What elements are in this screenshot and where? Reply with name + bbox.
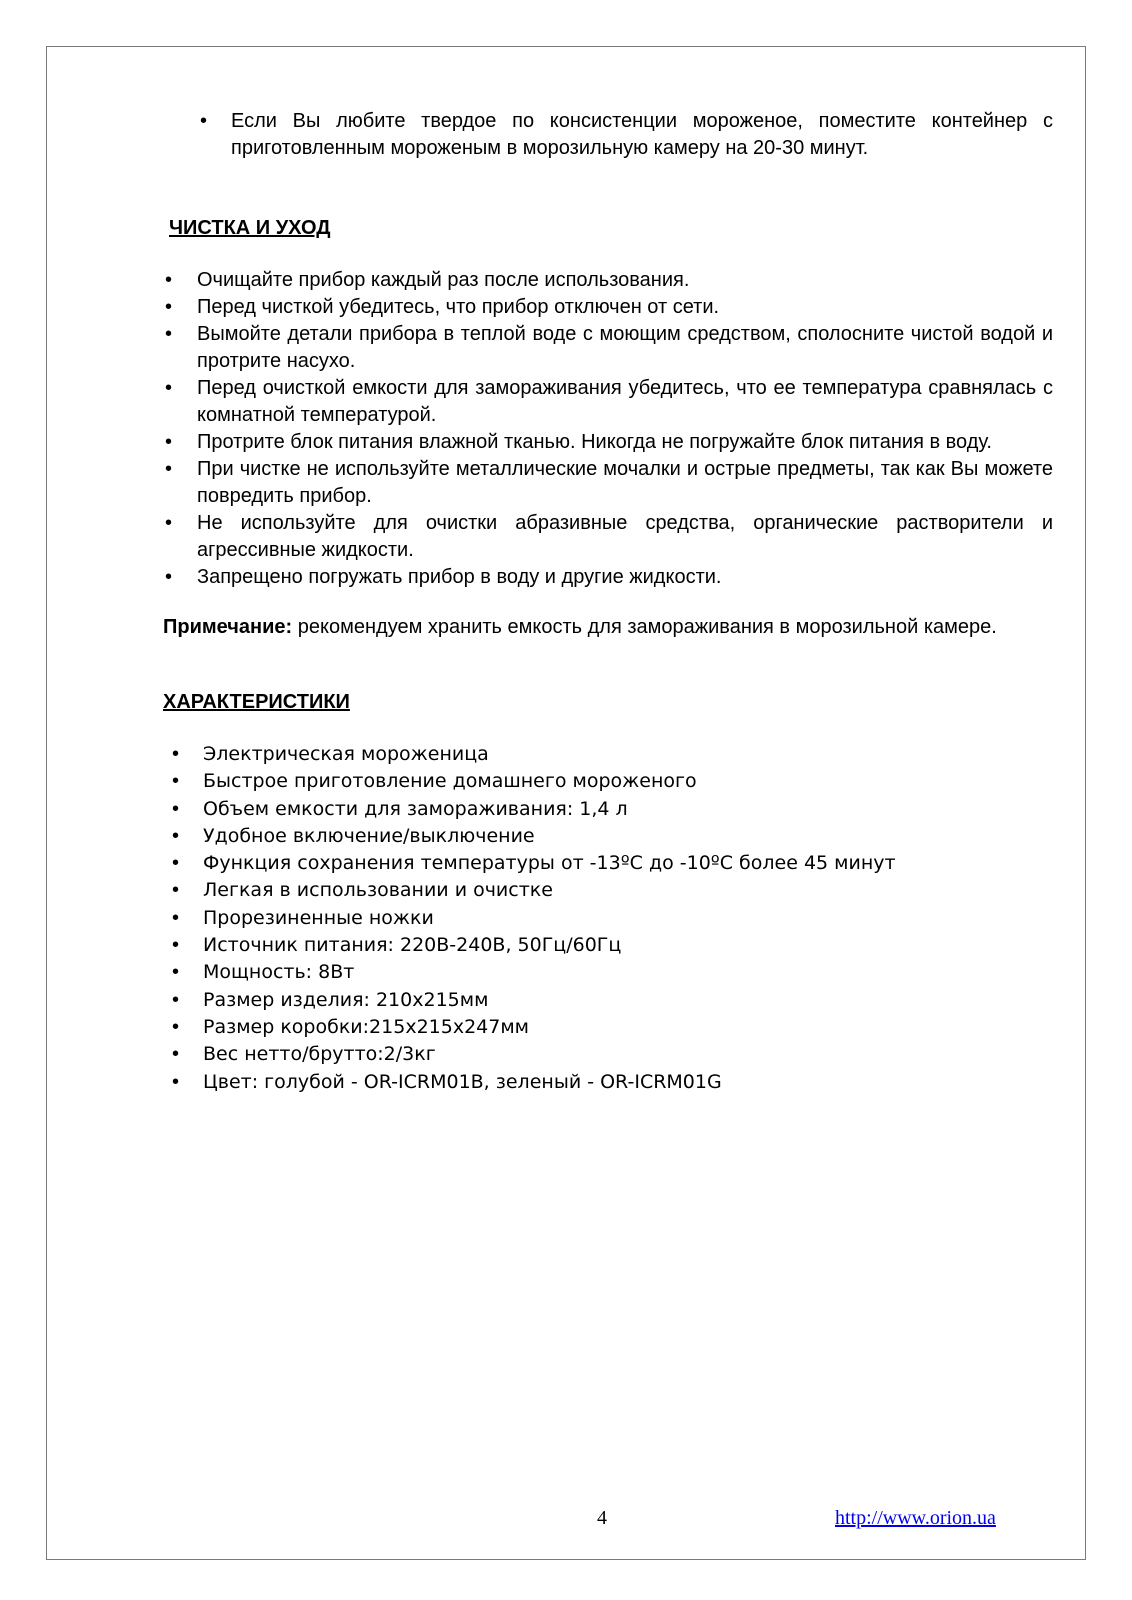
bullet-icon: • — [172, 797, 180, 820]
list-item — [163, 1041, 1053, 1068]
list-item-text: Мощность: 8Вт — [203, 961, 355, 984]
list-item-text: Если Вы любите твердое по консистенции мороженое, поместите контейнер с приготовленным мороженым в морозильную камеру на 20-30 минут. — [231, 110, 1053, 159]
intro-list — [200, 108, 1053, 162]
list-item — [163, 564, 1053, 591]
list-item-text: Размер изделия: 210х215мм — [203, 988, 489, 1011]
bullet-icon: • — [172, 906, 180, 929]
list-item — [163, 429, 1053, 456]
list-item-text: Запрещено погружать прибор в воду и другие жидкости. — [197, 566, 722, 588]
bullet-icon: • — [172, 961, 180, 984]
bullet-icon: • — [172, 743, 180, 765]
bullet-icon: • — [172, 1043, 180, 1066]
list-item-text: Удобное включение/выключение — [203, 824, 535, 847]
bullet-icon: • — [165, 512, 173, 534]
specs-list — [163, 741, 1053, 1096]
list-item-text: Цвет: голубой - OR-ICRM01B, зеленый - OR-ICRM01G — [203, 1070, 722, 1093]
note-paragraph — [163, 614, 1053, 641]
bullet-icon: • — [165, 431, 173, 453]
list-item — [163, 456, 1053, 510]
list-item-text: Вес нетто/брутто:2/3кг — [203, 1043, 436, 1066]
list-item-text: Функция сохранения температуры от -13ºC до -10ºC более 45 минут — [203, 852, 896, 875]
page-number: 4 — [597, 1507, 607, 1529]
list-item-text: Вымойте детали прибора в теплой воде с моющим средством, сполосните чистой водой и протрите насухо. — [197, 323, 1053, 372]
bullet-icon: • — [172, 852, 180, 875]
list-item-text: Быстрое приготовление домашнего мороженого — [203, 770, 697, 793]
list-item — [163, 796, 1053, 823]
bullet-icon: • — [165, 458, 173, 480]
bullet-icon: • — [200, 110, 208, 132]
list-item — [163, 850, 1053, 877]
list-item-text: Электрическая мороженица — [203, 743, 489, 765]
list-item — [163, 510, 1053, 564]
bullet-icon: • — [172, 1015, 180, 1038]
care-list — [163, 267, 1053, 591]
bullet-icon: • — [165, 296, 173, 318]
list-item — [163, 959, 1053, 986]
bullet-icon: • — [172, 988, 180, 1011]
list-item — [163, 375, 1053, 429]
bullet-icon: • — [172, 770, 180, 793]
list-item — [163, 905, 1053, 932]
list-item — [163, 932, 1053, 959]
bullet-icon: • — [165, 377, 173, 399]
list-item-text: Не используйте для очистки абразивные средства, органические растворители и агрессивные жидкости. — [197, 512, 1053, 561]
bullet-icon: • — [172, 879, 180, 902]
list-item-text: Прорезиненные ножки — [203, 906, 434, 929]
section-heading-specs: ХАРАКТЕРИСТИКИ — [163, 691, 350, 713]
list-item-text: Объем емкости для замораживания: 1,4 л — [203, 797, 628, 820]
list-item-text: Перед чисткой убедитесь, что прибор отключен от сети. — [197, 296, 720, 318]
list-item — [163, 741, 1053, 768]
section-heading-care: ЧИСТКА И УХОД — [169, 217, 331, 239]
bullet-icon: • — [172, 1070, 180, 1093]
list-item — [163, 1069, 1053, 1096]
list-item-text: При чистке не используйте металлические мочалки и острые предметы, так как Вы можете повредить прибор. — [197, 458, 1053, 507]
list-item — [163, 768, 1053, 795]
list-item — [163, 1014, 1053, 1041]
bullet-icon: • — [172, 934, 180, 957]
list-item-text: Легкая в использовании и очистке — [203, 879, 553, 902]
list-item — [163, 823, 1053, 850]
note-label: Примечание: — [163, 616, 293, 638]
list-item-text: Перед очисткой емкости для замораживания убедитесь, что ее температура сравнялась с комнатной температурой. — [197, 377, 1053, 426]
note-text: рекомендуем хранить емкость для замораживания в морозильной камере. — [292, 616, 997, 638]
list-item — [163, 877, 1053, 904]
list-item — [163, 987, 1053, 1014]
list-item — [163, 294, 1053, 321]
page-content — [163, 108, 1053, 1096]
bullet-icon: • — [172, 824, 180, 847]
bullet-icon: • — [165, 323, 173, 345]
list-item-text: Размер коробки:215х215х247мм — [203, 1015, 530, 1038]
list-item-text: Источник питания: 220В-240В, 50Гц/60Гц — [203, 934, 622, 957]
list-item-text: Протрите блок питания влажной тканью. Никогда не погружайте блок питания в воду. — [197, 431, 992, 453]
bullet-icon: • — [165, 269, 173, 291]
list-item — [163, 267, 1053, 294]
list-item — [163, 321, 1053, 375]
bullet-icon: • — [165, 566, 173, 588]
list-item-text: Очищайте прибор каждый раз после использования. — [197, 269, 690, 291]
website-link[interactable]: http://www.orion.ua — [835, 1507, 996, 1529]
list-item — [200, 108, 1053, 162]
